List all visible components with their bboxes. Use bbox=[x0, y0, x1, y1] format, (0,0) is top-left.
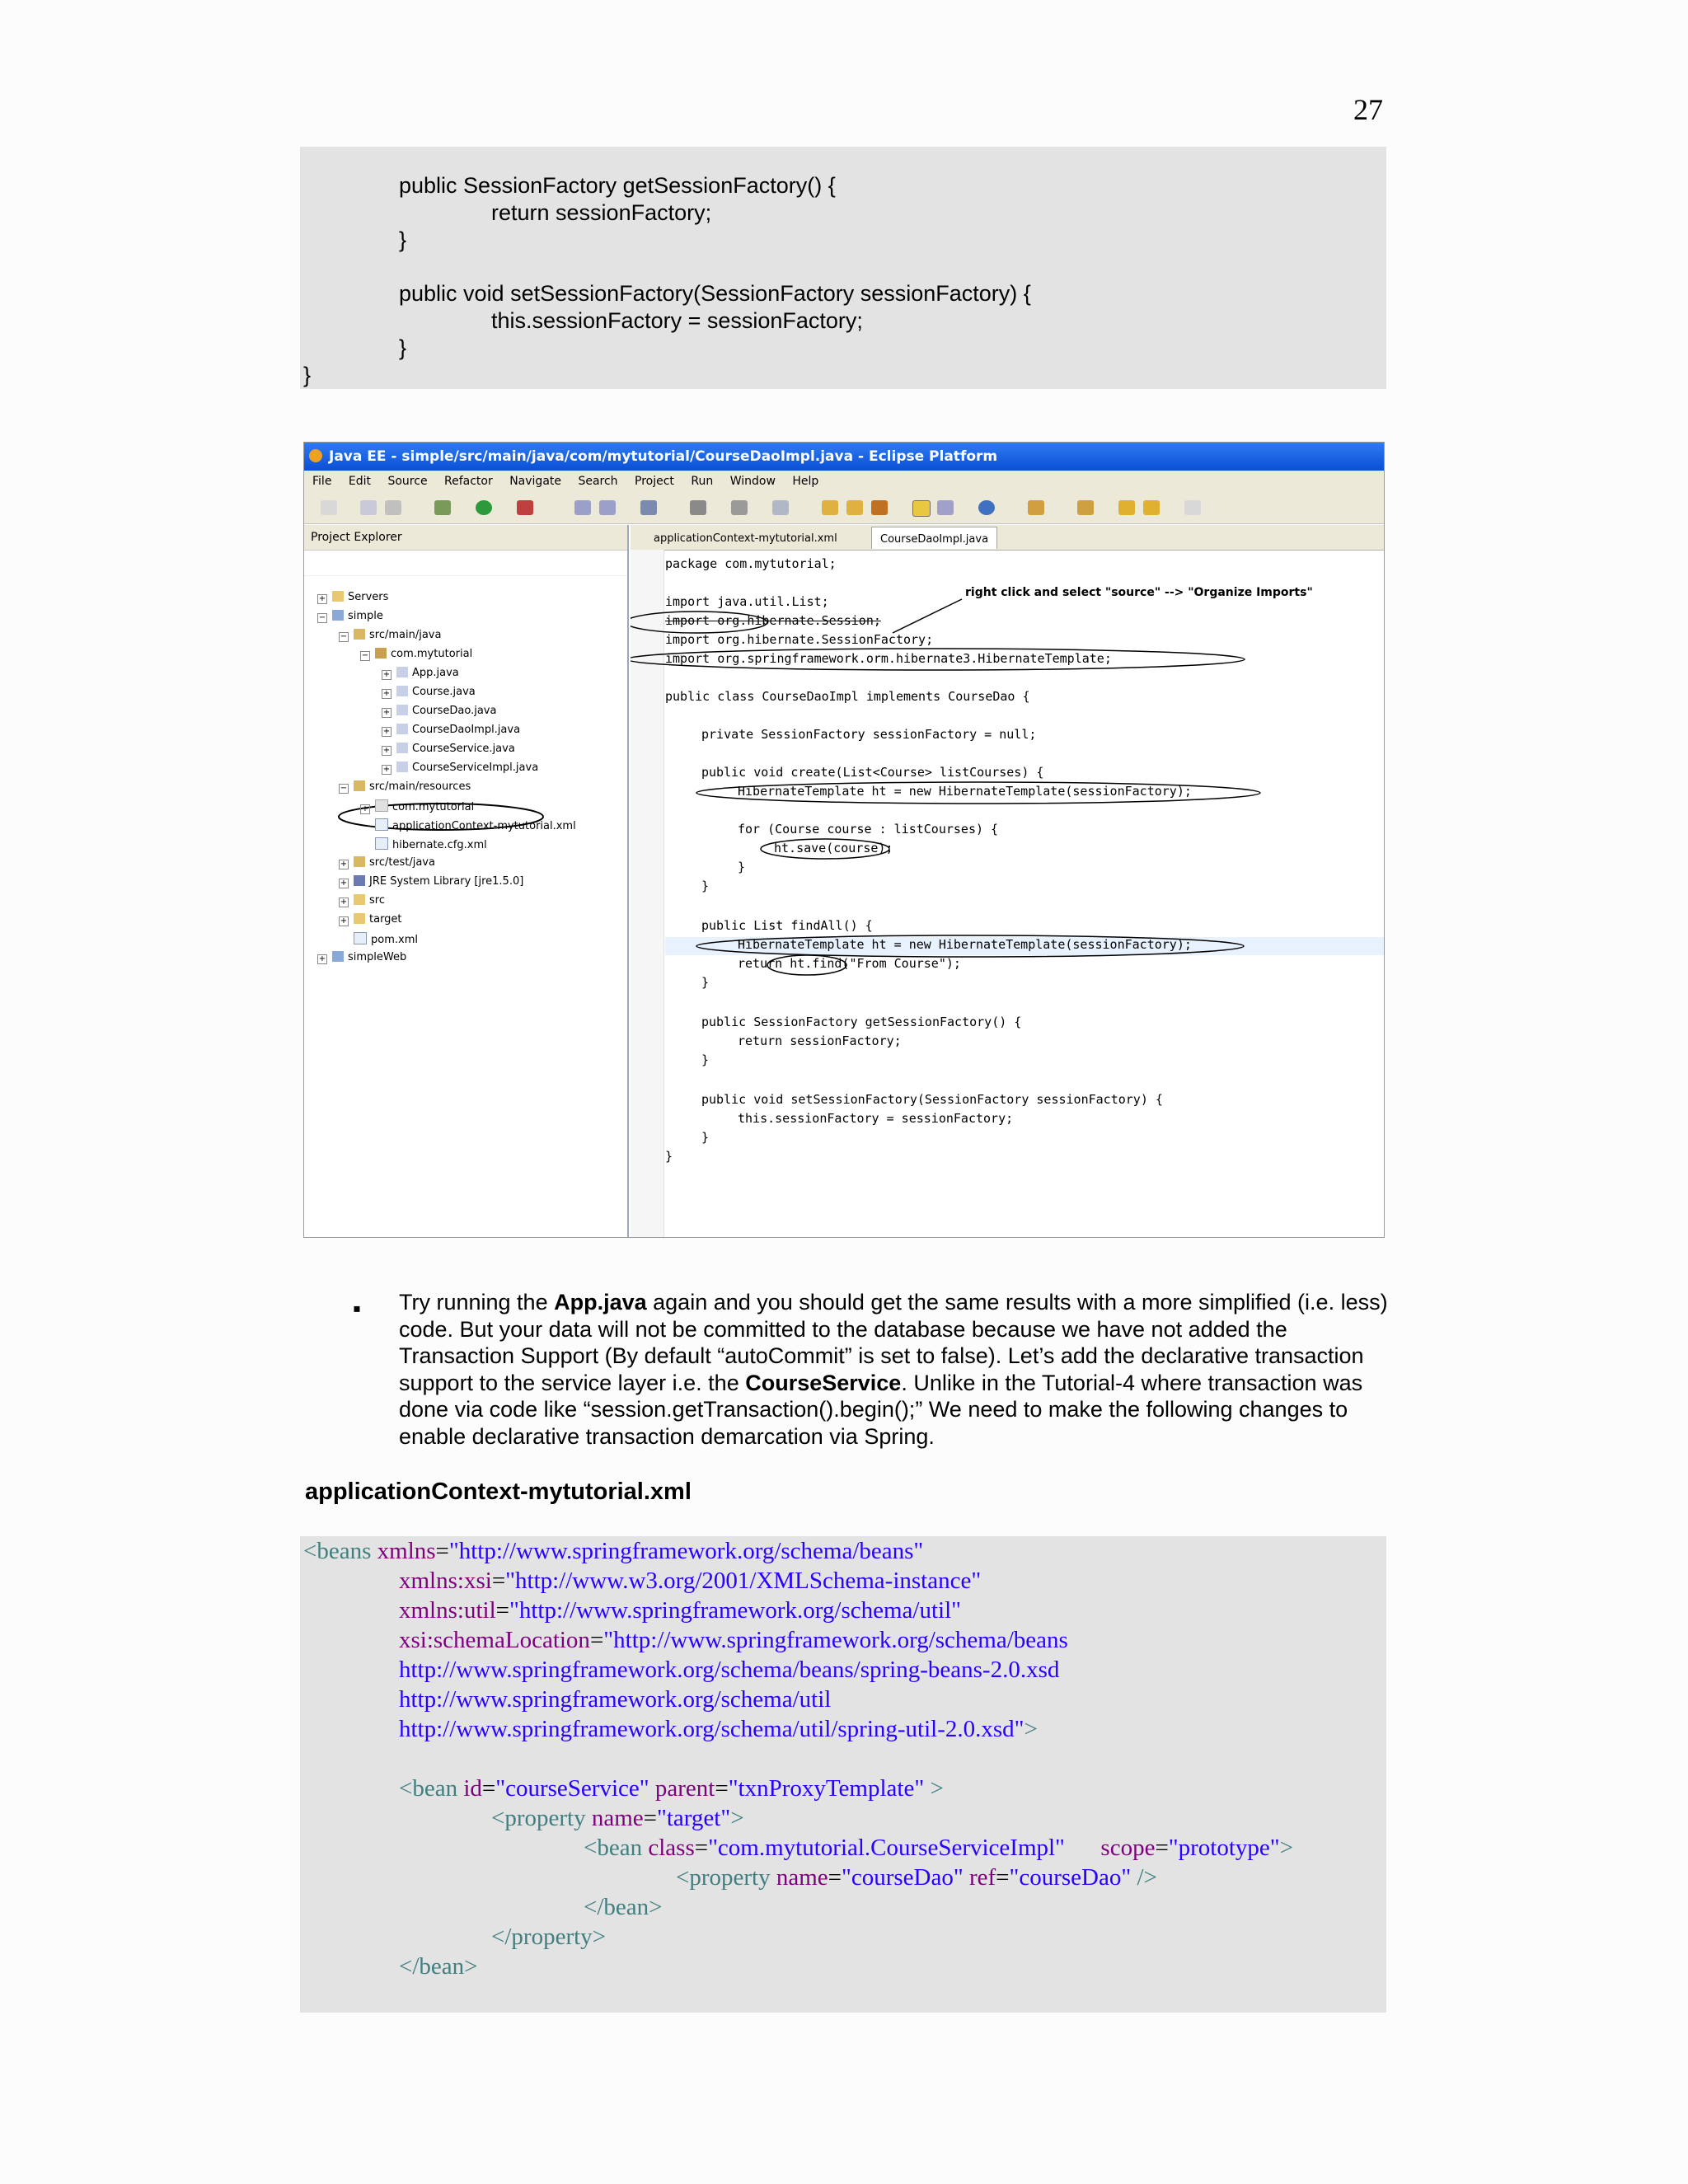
xml-line: http://www.springframework.org/schema/beans/spring-beans-2.0.xsd bbox=[399, 1657, 1060, 1683]
code-line: } bbox=[738, 860, 746, 874]
tab-coursedaoimpl-java[interactable]: CourseDaoImpl.java bbox=[871, 527, 997, 549]
menu-window[interactable]: Window bbox=[729, 475, 776, 488]
xml-line: <bean id="courseService" parent="txnProxyTemplate" > bbox=[399, 1775, 944, 1802]
code-line: import org.springframework.orm.hibernate3.HibernateTemplate; bbox=[665, 651, 1112, 666]
code-line: public SessionFactory getSessionFactory() { bbox=[701, 1015, 1022, 1029]
last-edit-icon[interactable] bbox=[1118, 500, 1135, 515]
menu-project[interactable]: Project bbox=[635, 475, 674, 488]
back-icon[interactable] bbox=[1143, 500, 1160, 515]
globe-icon[interactable] bbox=[978, 500, 995, 515]
code-line: } bbox=[701, 975, 710, 990]
expand-icon[interactable]: + bbox=[318, 954, 326, 963]
xml-line: </bean> bbox=[584, 1894, 663, 1920]
code-line: public void setSessionFactory(SessionFactory sessionFactory) { bbox=[399, 281, 1031, 306]
code-line: public List findAll() { bbox=[701, 918, 873, 933]
expand-icon[interactable]: + bbox=[382, 670, 391, 679]
tree-item-package[interactable]: − com.mytutorial bbox=[361, 648, 473, 660]
code-line: } bbox=[701, 879, 710, 893]
code-line: return ht.find("From Course"); bbox=[738, 956, 961, 971]
new-server-icon[interactable] bbox=[574, 500, 591, 515]
instruction-paragraph: Try running the App.java again and you should get the same results with a more simplified (i.e. less) code. But your data will not be committed to the database because we have not added the Transaction Support (By default “autoCommit” is set to false). Let’s add the declarative transaction support to the service layer i.e. the CourseService. Unlike in the Tutorial-4 where transaction was done via code like “session.getTransaction().begin();” We need to make the following changes to enable declarative transaction demarcation via Spring. bbox=[399, 1290, 1388, 1449]
collapse-icon[interactable]: − bbox=[340, 632, 348, 641]
xml-line: xmlns:xsi="http://www.w3.org/2001/XMLSchema-instance" bbox=[399, 1568, 982, 1594]
library-icon bbox=[354, 875, 365, 886]
menu-file[interactable]: File bbox=[312, 475, 332, 488]
menu-edit[interactable]: Edit bbox=[348, 475, 372, 488]
source-folder-icon bbox=[354, 629, 365, 640]
code-line: } bbox=[701, 1052, 710, 1067]
xml-line: </bean> bbox=[399, 1953, 478, 1980]
expand-icon[interactable]: + bbox=[382, 689, 391, 698]
tree-item-hibernate-cfg-xml[interactable]: hibernate.cfg.xml bbox=[375, 837, 487, 851]
project-explorer-title: Project Explorer bbox=[311, 531, 402, 544]
eclipse-screenshot bbox=[303, 442, 1385, 1238]
toggle-block-icon[interactable] bbox=[937, 500, 954, 515]
code-line: HibernateTemplate ht = new HibernateTemplate(sessionFactory); bbox=[738, 784, 1192, 799]
tree-item-target[interactable]: + target bbox=[340, 913, 402, 926]
new-icon[interactable] bbox=[321, 500, 337, 515]
window-title: Java EE - simple/src/main/java/com/mytutorial/CourseDaoImpl.java - Eclipse Platform bbox=[329, 448, 998, 465]
tree-item-app-java[interactable]: + App.java bbox=[382, 667, 459, 679]
tree-item-appcontext-xml[interactable]: applicationContext-mytutorial.xml bbox=[375, 818, 576, 832]
xml-line: <property name="courseDao" ref="courseDao" /> bbox=[676, 1864, 1157, 1891]
page-number: 27 bbox=[1353, 93, 1383, 126]
code-line: import org.hibernate.SessionFactory; bbox=[665, 632, 934, 647]
code-line: this.sessionFactory = sessionFactory; bbox=[491, 308, 863, 333]
menu-run[interactable]: Run bbox=[691, 475, 714, 488]
expand-icon[interactable]: + bbox=[361, 804, 369, 813]
code-line: } bbox=[399, 227, 407, 252]
expand-icon[interactable]: + bbox=[340, 879, 348, 888]
tree-item-coursedaoimpl-java[interactable]: + CourseDaoImpl.java bbox=[382, 724, 521, 736]
xml-file-icon bbox=[375, 837, 388, 850]
code-line-unused-import: import org.hibernate.Session; bbox=[665, 613, 881, 628]
expand-icon[interactable]: + bbox=[382, 765, 391, 774]
tree-item-servers[interactable]: + Servers bbox=[318, 591, 389, 603]
xml-line: <property name="target"> bbox=[491, 1805, 744, 1831]
tab-appcontext-xml[interactable]: applicationContext-mytutorial.xml bbox=[654, 532, 837, 545]
folder-icon[interactable] bbox=[822, 500, 838, 515]
java-file-icon bbox=[396, 762, 408, 772]
open-task-icon[interactable] bbox=[731, 500, 748, 515]
project-icon bbox=[332, 610, 344, 621]
tree-item-simpleweb[interactable]: + simpleWeb bbox=[318, 951, 407, 963]
code-line: HibernateTemplate ht = new HibernateTemplate(sessionFactory); bbox=[738, 937, 1192, 952]
tree-item-jre-library[interactable]: + JRE System Library [jre1.5.0] bbox=[340, 875, 524, 888]
code-line: this.sessionFactory = sessionFactory; bbox=[738, 1111, 1014, 1126]
folder-open-icon[interactable] bbox=[846, 500, 863, 515]
collapse-icon[interactable]: − bbox=[340, 784, 348, 793]
java-file-icon bbox=[396, 686, 408, 696]
toolbar bbox=[304, 492, 1384, 524]
expand-icon[interactable]: + bbox=[318, 594, 326, 603]
xml-line: http://www.springframework.org/schema/util bbox=[399, 1686, 832, 1713]
menu-bar bbox=[304, 471, 1384, 492]
code-line: package com.mytutorial; bbox=[665, 556, 837, 571]
tree-item-src-main-resources[interactable]: − src/main/resources bbox=[340, 780, 471, 793]
tree-item-pom-xml[interactable]: pom.xml bbox=[354, 932, 418, 946]
tree-item-course-java[interactable]: + Course.java bbox=[382, 686, 476, 698]
debug-icon[interactable] bbox=[434, 500, 451, 515]
xml-line: <bean class="com.mytutorial.CourseServiceImpl" scope="prototype"> bbox=[584, 1835, 1293, 1861]
code-line: private SessionFactory sessionFactory = null; bbox=[701, 727, 1037, 742]
code-line: ht.save(course); bbox=[774, 841, 893, 855]
collapse-icon[interactable]: − bbox=[318, 613, 326, 622]
save-icon[interactable] bbox=[360, 500, 377, 515]
code-line: public void setSessionFactory(SessionFactory sessionFactory) { bbox=[701, 1092, 1163, 1107]
xml-line: <beans xmlns="http://www.springframework.org/schema/beans" bbox=[303, 1538, 924, 1564]
tree-item-package-resources[interactable]: + com.mytutorial bbox=[361, 801, 475, 813]
expand-icon[interactable]: + bbox=[340, 916, 348, 926]
java-file-icon bbox=[396, 667, 408, 677]
expand-icon[interactable]: + bbox=[382, 746, 391, 755]
menu-search[interactable]: Search bbox=[578, 475, 618, 488]
package-icon bbox=[375, 799, 388, 812]
expand-icon[interactable]: + bbox=[340, 860, 348, 869]
folder-icon bbox=[354, 894, 365, 905]
prev-annotation-icon[interactable] bbox=[1077, 500, 1094, 515]
tree-item-coursedao-java[interactable]: + CourseDao.java bbox=[382, 705, 497, 717]
search-tool-icon[interactable] bbox=[690, 500, 706, 515]
bullet-marker: ▪ bbox=[353, 1296, 361, 1321]
open-type-icon[interactable] bbox=[640, 500, 657, 515]
java-file-icon bbox=[396, 724, 408, 734]
section-heading: applicationContext-mytutorial.xml bbox=[305, 1479, 692, 1505]
code-line: import java.util.List; bbox=[665, 594, 829, 609]
code-line: public SessionFactory getSessionFactory() { bbox=[399, 173, 836, 198]
menu-refactor[interactable]: Refactor bbox=[444, 475, 493, 488]
window-title-bar bbox=[304, 443, 1384, 471]
tree-item-src-test-java[interactable]: + src/test/java bbox=[340, 856, 435, 869]
external-tools-icon[interactable] bbox=[517, 500, 533, 515]
tree-item-courseserviceimpl-java[interactable]: + CourseServiceImpl.java bbox=[382, 762, 539, 774]
folder-icon bbox=[354, 913, 365, 924]
toggle-mark-icon[interactable] bbox=[912, 500, 931, 517]
source-folder-icon bbox=[354, 856, 365, 867]
collapse-icon[interactable]: − bbox=[361, 651, 369, 660]
code-line: } bbox=[399, 335, 407, 360]
annotation-organize-imports: right click and select "source" --> "Organize Imports" bbox=[965, 586, 1313, 599]
xml-line: xmlns:util="http://www.springframework.org/schema/util" bbox=[399, 1597, 961, 1624]
code-editor bbox=[631, 525, 1384, 1237]
menu-navigate[interactable]: Navigate bbox=[509, 475, 561, 488]
forward-icon[interactable] bbox=[1184, 500, 1201, 515]
code-line: } bbox=[665, 1149, 673, 1164]
code-line: } bbox=[701, 1130, 710, 1145]
code-line: return sessionFactory; bbox=[738, 1033, 902, 1048]
tree-item-src[interactable]: + src bbox=[340, 894, 385, 907]
code-line-closing-brace: } bbox=[303, 363, 312, 387]
menu-help[interactable]: Help bbox=[792, 475, 819, 488]
xml-line: xsi:schemaLocation="http://www.springframework.org/schema/beans bbox=[399, 1627, 1068, 1653]
code-block-session-factory bbox=[300, 147, 1386, 389]
new-web-icon[interactable] bbox=[599, 500, 616, 515]
menu-source[interactable]: Source bbox=[387, 475, 428, 488]
tree-item-src-main-java[interactable]: − src/main/java bbox=[340, 629, 442, 641]
expand-icon[interactable]: + bbox=[340, 898, 348, 907]
xml-file-icon bbox=[375, 818, 388, 831]
code-line: public void create(List<Course> listCourses) { bbox=[701, 765, 1044, 780]
expand-icon[interactable]: + bbox=[382, 727, 391, 736]
tree-item-simple[interactable]: − simple bbox=[318, 610, 383, 622]
print-icon[interactable] bbox=[385, 500, 401, 515]
java-file-icon bbox=[396, 743, 408, 753]
code-line: return sessionFactory; bbox=[491, 200, 712, 225]
code-line: public class CourseDaoImpl implements CourseDao { bbox=[665, 689, 1030, 704]
source-folder-icon bbox=[354, 780, 365, 791]
package-icon bbox=[375, 648, 387, 658]
java-file-icon bbox=[396, 705, 408, 715]
xml-file-icon bbox=[354, 932, 367, 944]
code-block-xml bbox=[300, 1536, 1386, 2013]
wrench-icon[interactable] bbox=[871, 500, 888, 515]
code-line: for (Course course : listCourses) { bbox=[738, 822, 999, 837]
open-file-icon[interactable] bbox=[772, 500, 789, 515]
run-icon[interactable] bbox=[476, 500, 492, 515]
eclipse-icon bbox=[309, 449, 322, 462]
xml-line: http://www.springframework.org/schema/util/spring-util-2.0.xsd"> bbox=[399, 1716, 1038, 1742]
folder-icon bbox=[332, 591, 344, 602]
xml-line: </property> bbox=[491, 1924, 607, 1950]
project-icon bbox=[332, 951, 344, 962]
annotation-overlay bbox=[631, 525, 1384, 1237]
next-annotation-icon[interactable] bbox=[1028, 500, 1044, 515]
tree-item-courseservice-java[interactable]: + CourseService.java bbox=[382, 743, 515, 755]
expand-icon[interactable]: + bbox=[382, 708, 391, 717]
